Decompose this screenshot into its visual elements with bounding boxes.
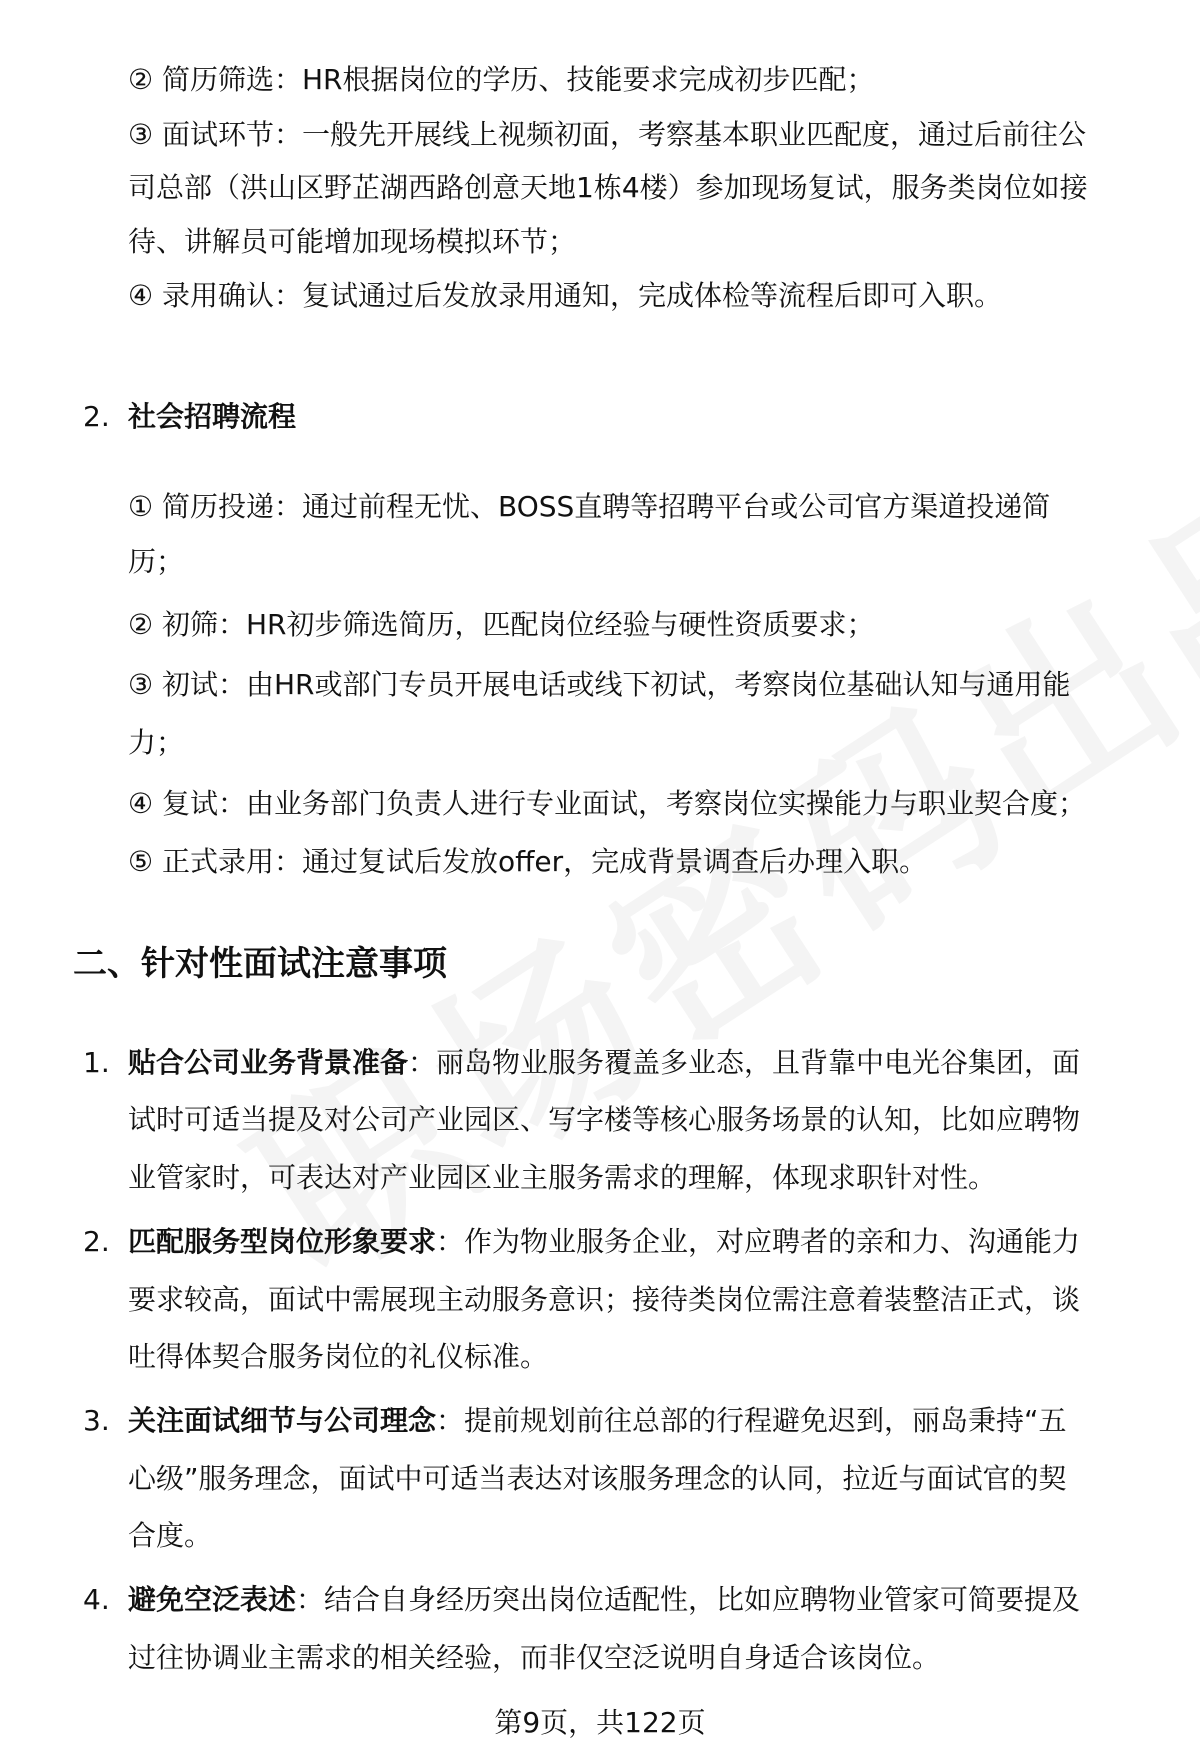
item-3-line3: 合度。 <box>128 1519 213 1552</box>
campus-step-2: ② 简历筛选：HR根据岗位的学历、技能要求完成初步匹配； <box>128 63 875 96</box>
campus-step-3-line3: 待、讲解员可能增加现场模拟环节； <box>128 225 577 258</box>
item-2-line2: 要求较高，面试中需展现主动服务意识；接待类岗位需注意着装整洁正式，谈 <box>128 1283 1081 1316</box>
campus-step-3-line2: 司总部（洪山区野芷湖西路创意天地1栋4楼）参加现场复试，服务类岗位如接 <box>128 171 1088 204</box>
social-step-4: ④ 复试：由业务部门负责人进行专业面试，考察岗位实操能力与职业契合度； <box>128 787 1087 820</box>
campus-step-3-line1: ③ 面试环节：一般先开展线上视频初面，考察基本职业匹配度，通过后前往公 <box>128 118 1087 151</box>
item-1-line1 <box>128 1043 1168 1083</box>
campus-step-4: ④ 录用确认：复试通过后发放录用通知，完成体检等流程后即可入职。 <box>128 279 1003 312</box>
social-step-5: ⑤ 正式录用：通过复试后发放offer，完成背景调查后办理入职。 <box>128 845 928 878</box>
page-footer: 第9页，共122页 <box>494 1706 706 1739</box>
item-1-bold: 贴合公司业务背景准备 <box>128 1046 409 1079</box>
social-step-2: ② 初筛：HR初步筛选简历，匹配岗位经验与硬性资质要求； <box>128 608 875 641</box>
social-number: 2. <box>83 400 110 433</box>
section-2-title: 二、针对性面试注意事项 <box>73 944 447 984</box>
item-2-line3: 吐得体契合服务岗位的礼仪标准。 <box>128 1340 549 1373</box>
social-title: 社会招聘流程 <box>128 400 297 433</box>
social-step-1-line1: ① 简历投递：通过前程无忧、BOSS直聘等招聘平台或公司官方渠道投递简 <box>128 490 1051 523</box>
social-step-1-line2: 历； <box>128 545 185 578</box>
item-2-bold: 匹配服务型岗位形象要求 <box>128 1225 437 1258</box>
item-4-line2: 过往协调业主需求的相关经验，而非仅空泛说明自身适合该岗位。 <box>128 1641 941 1674</box>
social-step-3-line2: 力； <box>128 726 185 759</box>
item-3-number: 3. <box>83 1404 110 1437</box>
item-2-line1 <box>128 1222 1168 1262</box>
item-1-line3: 业管家时，可表达对产业园区业主服务需求的理解，体现求职针对性。 <box>128 1161 997 1194</box>
item-4-text: ：结合自身经历突出岗位适配性，比如应聘物业管家可简要提及 <box>296 1583 1081 1616</box>
item-2-text: ：作为物业服务企业，对应聘者的亲和力、沟通能力 <box>436 1225 1081 1258</box>
social-step-3-line1: ③ 初试：由HR或部门专员开展电话或线下初试，考察岗位基础认知与通用能 <box>128 668 1071 701</box>
item-2-number: 2. <box>83 1225 110 1258</box>
item-3-line1 <box>128 1401 1168 1441</box>
item-4-bold: 避免空泛表述 <box>128 1583 297 1616</box>
item-3-text: ：提前规划前往总部的行程避免迟到，丽岛秉持“五 <box>436 1404 1067 1437</box>
item-4-number: 4. <box>83 1583 110 1616</box>
item-1-number: 1. <box>83 1046 110 1079</box>
item-3-bold: 关注面试细节与公司理念 <box>128 1404 437 1437</box>
item-1-line2: 试时可适当提及对公司产业园区、写字楼等核心服务场景的认知，比如应聘物 <box>128 1103 1081 1136</box>
item-3-line2: 心级”服务理念，面试中可适当表达对该服务理念的认同，拉近与面试官的契 <box>128 1462 1067 1495</box>
item-1-text: ：丽岛物业服务覆盖多业态，且背靠中电光谷集团，面 <box>408 1046 1081 1079</box>
item-4-line1 <box>128 1580 1168 1620</box>
